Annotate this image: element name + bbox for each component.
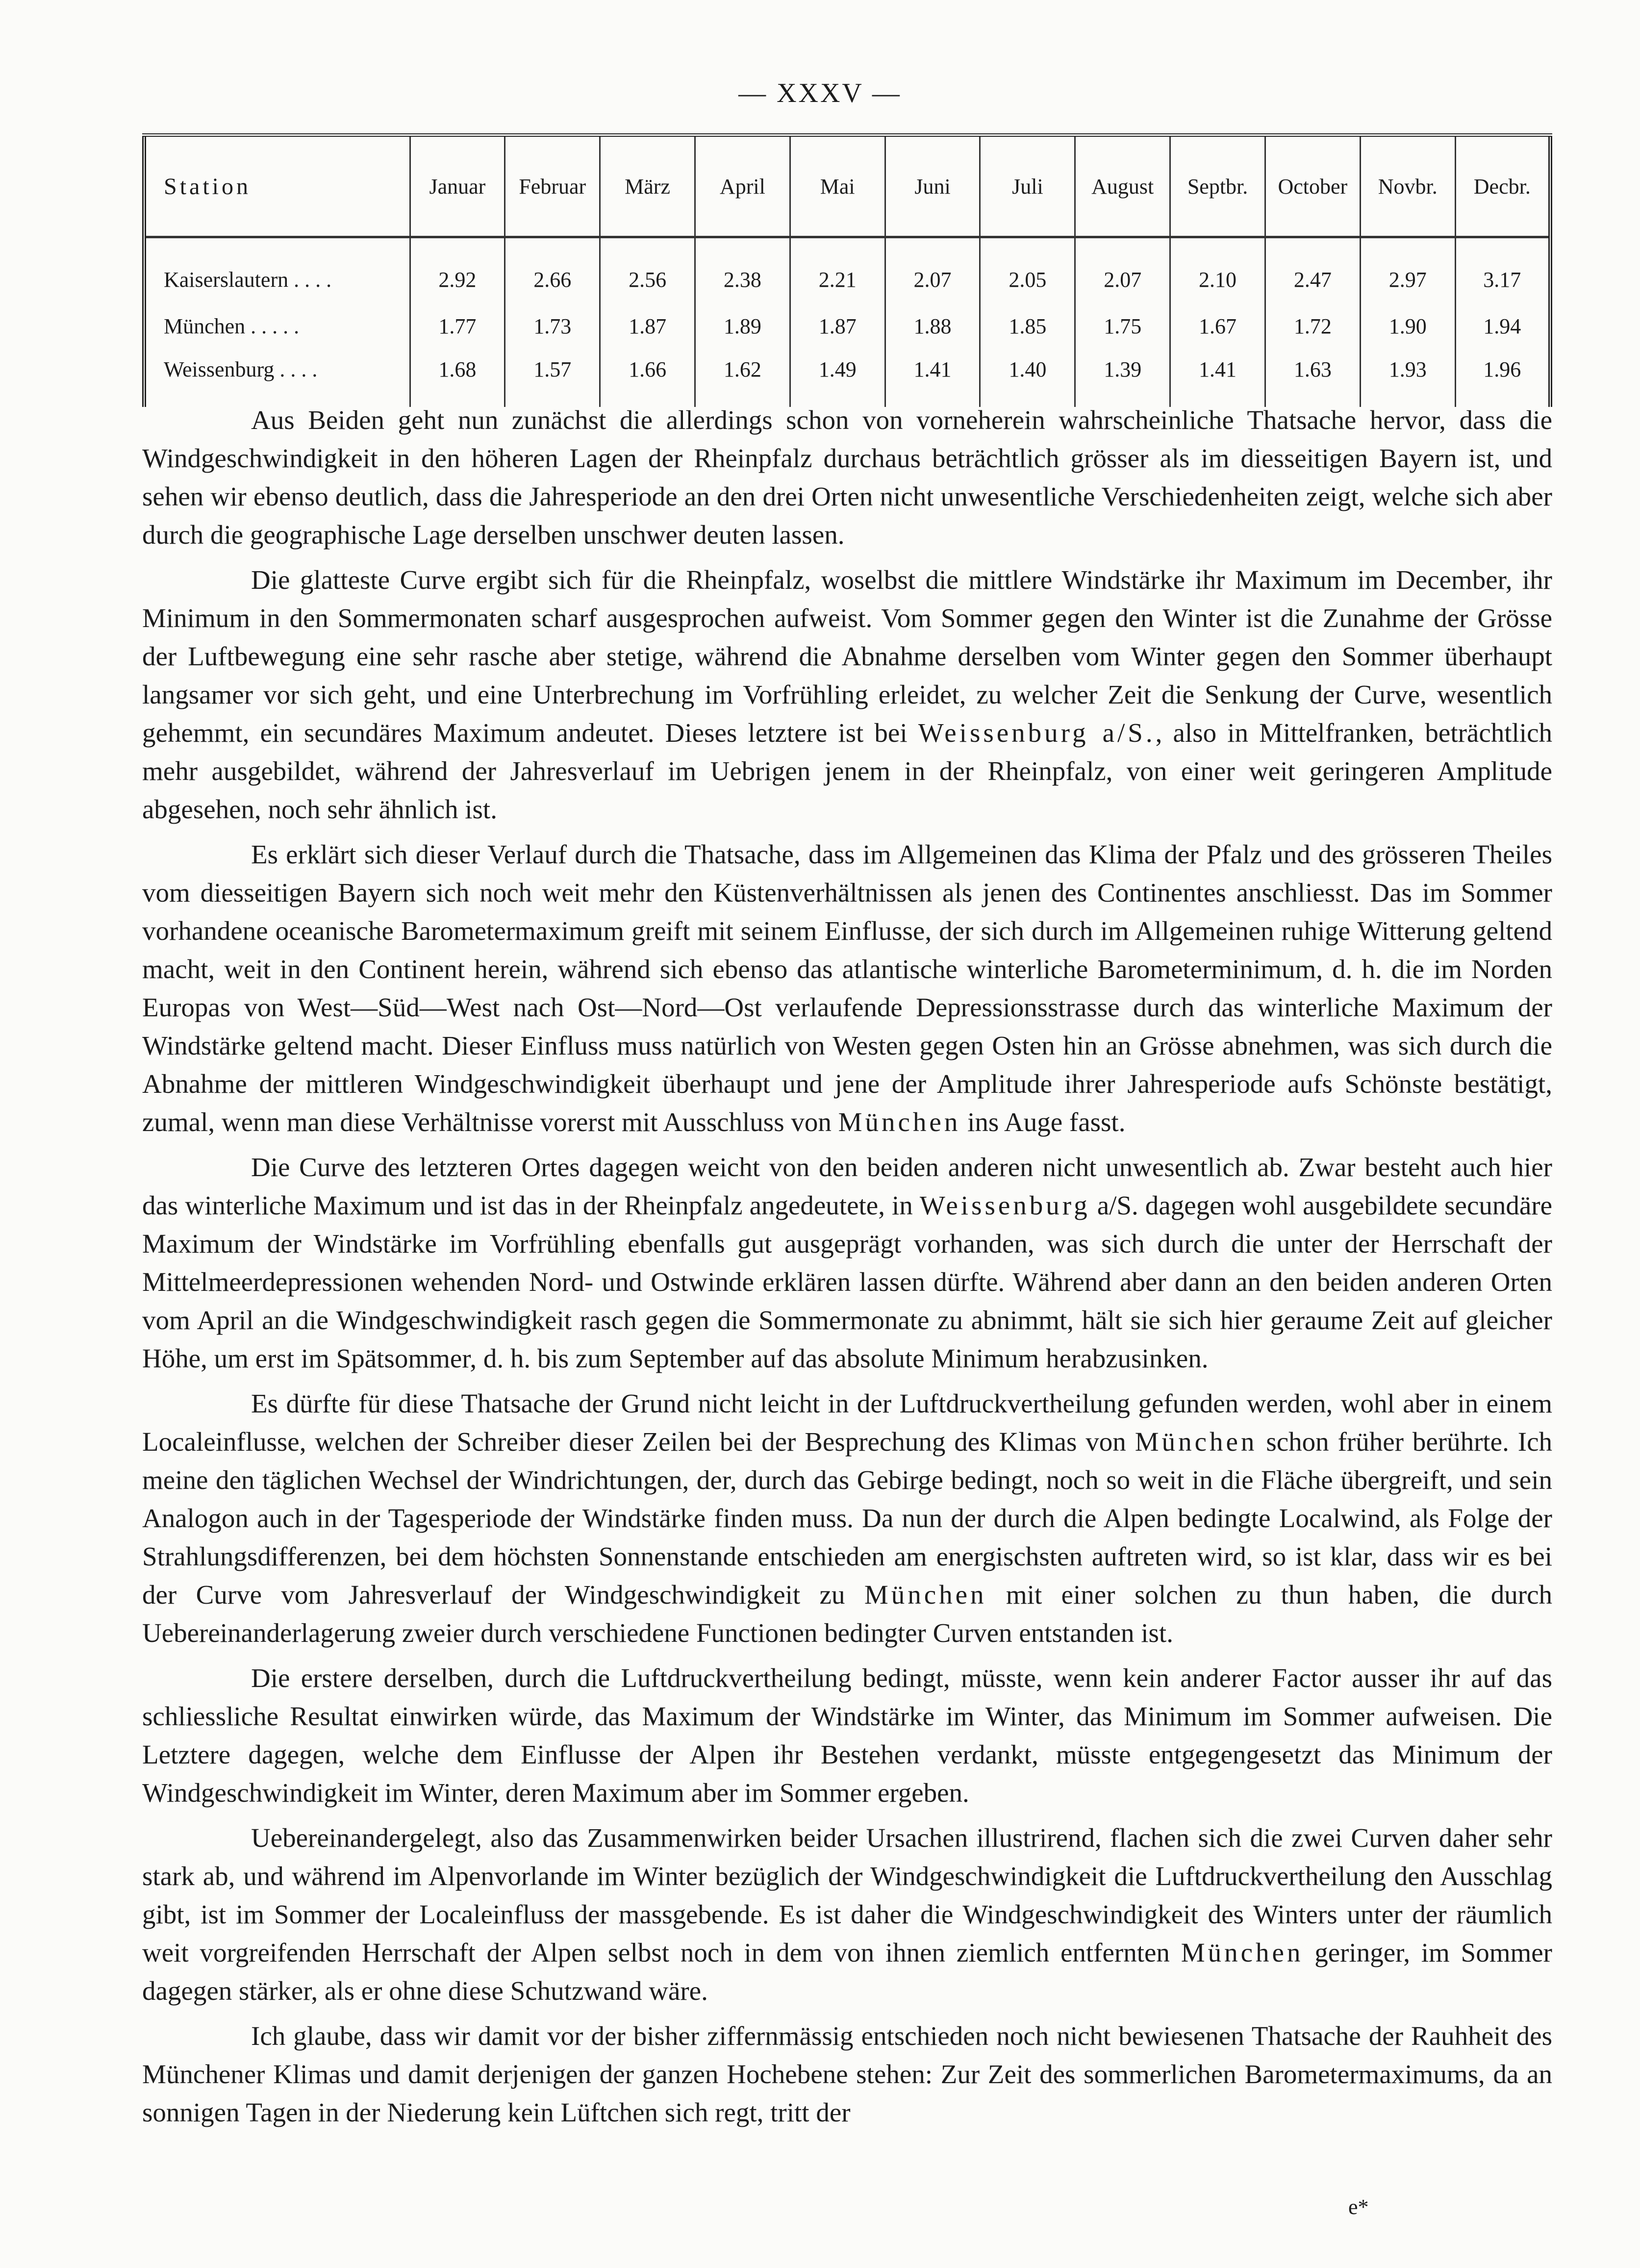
paragraph: [142, 1148, 1552, 1378]
spaced-place-name: München: [864, 1580, 987, 1610]
station-name: Weissenburg . . . .: [144, 348, 410, 407]
wind-value-cell: 2.38: [695, 237, 790, 305]
table-row: [144, 304, 1550, 348]
page-number: — XXXV —: [738, 78, 902, 108]
table-header: [144, 137, 1550, 237]
header-month: October: [1265, 137, 1360, 237]
header-month: Januar: [410, 137, 505, 237]
paragraph: [142, 835, 1552, 1141]
paragraph-text: ins Auge fasst.: [960, 1107, 1126, 1137]
table-body: [144, 237, 1550, 407]
spaced-place-name: München: [1135, 1427, 1258, 1457]
paragraph-text: , also in Mittelfranken, beträchtlich mehr ausgebildet, während der Jahresverlauf im Uebrigen jenem in der Rheinpfalz, von einer weit geringeren Amplitude abgesehen, noch sehr ähnlich ist.: [142, 718, 1552, 824]
spaced-place-name: Weissenburg: [919, 1190, 1090, 1220]
spaced-place-name: Weissenburg a/S.: [918, 718, 1156, 748]
wind-value-cell: 1.40: [980, 348, 1075, 407]
paragraph: [142, 1819, 1552, 2010]
wind-value-cell: 2.10: [1170, 237, 1265, 305]
paragraph-text: mit einer solchen zu thun haben, die durch Uebereinanderlagerung zweier durch verschiedene Functionen bedingter Curven entstanden ist.: [142, 1580, 1552, 1648]
wind-value-cell: 1.72: [1265, 304, 1360, 348]
header-month: August: [1075, 137, 1170, 237]
wind-value-cell: 1.39: [1075, 348, 1170, 407]
paragraph: [142, 561, 1552, 829]
wind-value-cell: 2.05: [980, 237, 1075, 305]
table-row: [144, 348, 1550, 407]
spaced-place-name: München: [1181, 1938, 1304, 1967]
header-month: Februar: [505, 137, 600, 237]
paragraph-text: Uebereinandergelegt, also das Zusammenwirken beider Ursachen illustrirend, flachen sich die zwei Curven daher sehr stark ab, und während im Alpenvorlande im Winter bezüglich der Windgeschwindigkeit die Luftdruckvertheilung den Ausschlag gibt, ist im Sommer der Localeinfluss der massgebende. Es ist daher die Windgeschwindigkeit des Winters unter der räumlich weit vorgreifenden Herrschaft der Alpen selbst noch in dem von ihnen ziemlich entfernten: [142, 1823, 1552, 1967]
paragraph-text: Die glatteste Curve ergibt sich für die Rheinpfalz, woselbst die mittlere Windstärke ihr Maximum im December, ihr Minimum in den Sommermonaten scharf ausgesprochen aufweist. Vom Sommer gegen den Winter ist die Zunahme der Grösse der Luftbewegung eine sehr rasche aber stetige, während die Abnahme derselben vom Winter gegen den Sommer überhaupt langsamer vor sich geht, und eine Unterbrechung im Vorfrühling erleidet, zu welcher Zeit die Senkung der Curve, wesentlich gehemmt, ein secundäres Maximum andeutet. Dieses letztere ist bei: [142, 565, 1552, 748]
header-month: Mai: [790, 137, 885, 237]
header-month: Juni: [885, 137, 980, 237]
signature-mark: e*: [1348, 2195, 1369, 2219]
header-month: Decbr.: [1455, 137, 1550, 237]
wind-value-cell: 1.41: [1170, 348, 1265, 407]
wind-value-cell: 1.85: [980, 304, 1075, 348]
wind-value-cell: 2.66: [505, 237, 600, 305]
header-month: Novbr.: [1360, 137, 1455, 237]
header-month: Juli: [980, 137, 1075, 237]
wind-value-cell: 1.88: [885, 304, 980, 348]
wind-value-cell: 1.57: [505, 348, 600, 407]
wind-value-cell: 2.92: [410, 237, 505, 305]
paragraph: [142, 1385, 1552, 1652]
wind-value-cell: 1.93: [1360, 348, 1455, 407]
header-month: April: [695, 137, 790, 237]
header-station: Station: [144, 137, 410, 237]
paragraph-text: schon früher berührte. Ich meine den täglichen Wechsel der Windrichtungen, der, durch das Gebirge bedingt, noch so weit in die Fläche übergreift, und sein Analogon auch in der Tagesperiode der Windstärke finden muss. Da nun der durch die Alpen bedingte Localwind, als Folge der Strahlungsdifferenzen, bei dem höchsten Sonnenstande entschieden am energischsten auftreten wird, so ist klar, dass wir es bei der Curve vom Jahresverlauf der Windgeschwindigkeit zu: [142, 1427, 1552, 1610]
wind-value-cell: 1.77: [410, 304, 505, 348]
wind-value-cell: 1.63: [1265, 348, 1360, 407]
wind-value-cell: 1.94: [1455, 304, 1550, 348]
wind-value-cell: 2.21: [790, 237, 885, 305]
wind-value-cell: 1.62: [695, 348, 790, 407]
station-name: München . . . . .: [144, 304, 410, 348]
wind-value-cell: 1.75: [1075, 304, 1170, 348]
wind-value-cell: 1.96: [1455, 348, 1550, 407]
wind-value-cell: 2.56: [600, 237, 695, 305]
wind-value-cell: 2.47: [1265, 237, 1360, 305]
paragraph: [142, 2017, 1552, 2132]
wind-value-cell: 1.67: [1170, 304, 1265, 348]
wind-value-cell: 2.07: [1075, 237, 1170, 305]
article-body: [142, 401, 1552, 2139]
paragraph-text: Aus Beiden geht nun zunächst die allerdings schon von vorneherein wahrscheinliche Thatsache hervor, dass die Windgeschwindigkeit in den höheren Lagen der Rheinpfalz durchaus beträchtlich grösser als im diesseitigen Bayern ist, und sehen wir ebenso deutlich, dass die Jahresperiode an den drei Orten nicht unwesentliche Verschiedenheiten zeigt, welche sich aber durch die geographische Lage derselben unschwer deuten lassen.: [142, 405, 1552, 550]
wind-value-cell: 1.73: [505, 304, 600, 348]
header-month: Septbr.: [1170, 137, 1265, 237]
wind-value-cell: 2.97: [1360, 237, 1455, 305]
wind-value-cell: 1.66: [600, 348, 695, 407]
wind-value-cell: 1.87: [600, 304, 695, 348]
wind-value-cell: 1.90: [1360, 304, 1455, 348]
paragraph-text: Es erklärt sich dieser Verlauf durch die Thatsache, dass im Allgemeinen das Klima der Pfalz und des grösseren Theiles vom diesseitigen Bayern sich noch weit mehr den Küstenverhältnissen als jenen des Continentes anschliesst. Das im Sommer vorhandene oceanische Barometermaximum greift mit seinem Einflusse, der sich durch im Allgemeinen ruhige Witterung geltend macht, weit in den Continent herein, während sich ebenso das atlantische winterliche Barometerminimum, d. h. die im Norden Europas von West—Süd—West nach Ost—Nord—Ost verlaufende Depressionsstrasse durch das winterliche Maximum der Windstärke geltend macht. Dieser Einfluss muss natürlich von Westen gegen Osten hin an Grösse abnehmen, was sich durch die Abnahme der mittleren Windgeschwindigkeit überhaupt und jene der Amplitude ihrer Jahresperiode aufs Schönste bestätigt, zumal, wenn man diese Verhältnisse vorerst mit Ausschluss von: [142, 839, 1552, 1137]
station-name: Kaiserslautern . . . .: [144, 237, 410, 305]
wind-value-cell: 2.07: [885, 237, 980, 305]
wind-value-cell: 1.68: [410, 348, 505, 407]
paragraph-text: Die erstere derselben, durch die Luftdruckvertheilung bedingt, müsste, wenn kein anderer Factor ausser ihr auf das schliessliche Resultat einwirken würde, das Maximum der Windstärke im Winter, das Minimum im Sommer aufweisen. Die Letztere dagegen, welche dem Einflusse der Alpen ihr Bestehen verdankt, müsste entgegengesetzt das Minimum der Windgeschwindigkeit im Winter, deren Maximum aber im Sommer ergeben.: [142, 1663, 1552, 1808]
wind-speed-table: [142, 137, 1552, 407]
table-header-row: [144, 137, 1550, 237]
paragraph-text: Ich glaube, dass wir damit vor der bisher ziffernmässig entschieden noch nicht bewiesenen Thatsache der Rauhheit des Münchener Klimas und damit derjenigen der ganzen Hochebene stehen: Zur Zeit des sommerlichen Barometermaximums, da an sonnigen Tagen in der Niederung kein Lüftchen sich regt, tritt der: [142, 2021, 1552, 2127]
wind-value-cell: 1.49: [790, 348, 885, 407]
wind-value-cell: 1.41: [885, 348, 980, 407]
table-row: [144, 237, 1550, 305]
header-month: März: [600, 137, 695, 237]
wind-value-cell: 1.87: [790, 304, 885, 348]
wind-speed-table-container: [142, 133, 1552, 407]
paragraph-text: geringer, im Sommer dagegen stärker, als er ohne diese Schutzwand wäre.: [142, 1938, 1552, 2006]
paragraph-text: a/S. dagegen wohl ausgebildete secundäre Maximum der Windstärke im Vorfrühling ebenfalls gut ausgeprägt vorhanden, was sich durch die unter der Herrschaft der Mittelmeerdepressionen wehenden Nord- und Ostwinde erklären lassen dürfte. Während aber dann an den beiden anderen Orten vom April an die Windgeschwindigkeit rasch gegen die Sommermonate zu abnimmt, hält sie sich hier geraume Zeit auf gleicher Höhe, um erst im Spätsommer, d. h. bis zum September auf das absolute Minimum herabzusinken.: [142, 1190, 1552, 1373]
paragraph-text: Die Curve des letzteren Ortes dagegen weicht von den beiden anderen nicht unwesentlich ab. Zwar besteht auch hier das winterliche Maximum und ist das in der Rheinpfalz angedeutete, in: [142, 1152, 1552, 1220]
wind-value-cell: 3.17: [1455, 237, 1550, 305]
spaced-place-name: München: [838, 1107, 961, 1137]
paragraph: [142, 401, 1552, 554]
paragraph-text: Es dürfte für diese Thatsache der Grund nicht leicht in der Luftdruckvertheilung gefunden werden, wohl aber in einem Localeinflusse, welchen der Schreiber dieser Zeilen bei der Besprechung des Klimas von: [142, 1388, 1552, 1457]
wind-value-cell: 1.89: [695, 304, 790, 348]
paragraph: [142, 1659, 1552, 1812]
